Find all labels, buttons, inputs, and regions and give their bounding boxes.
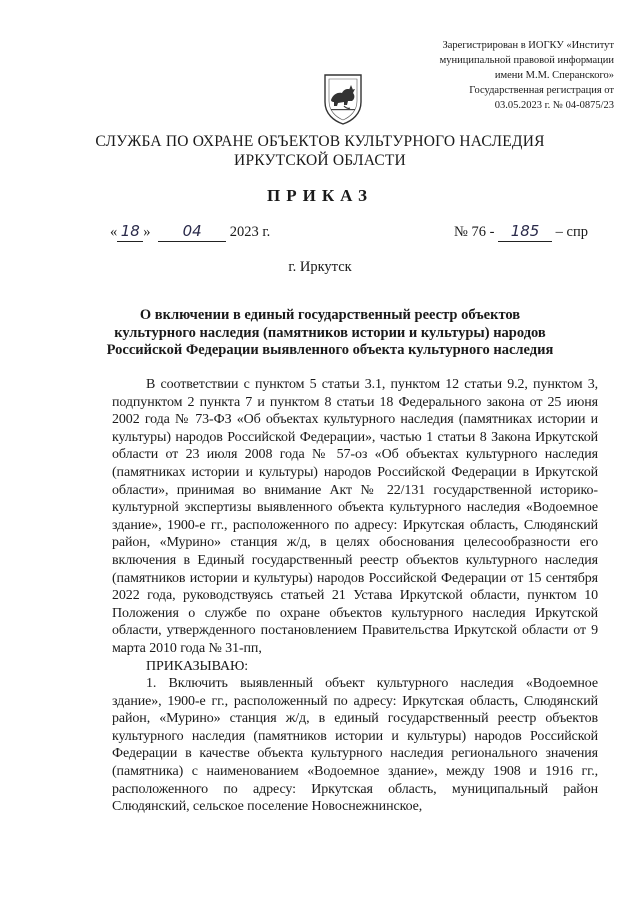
registration-line: Государственная регистрация от: [469, 85, 614, 96]
number-value: 185: [510, 222, 540, 240]
date-close-quote: »: [143, 224, 151, 240]
city: г. Иркутск: [288, 259, 352, 275]
registration-line: 03.05.2023 г. № 04-0875/23: [494, 100, 614, 111]
document-title: ПРИКАЗ: [267, 186, 373, 205]
agency-line-1: СЛУЖБА ПО ОХРАНЕ ОБЪЕКТОВ КУЛЬТУРНОГО НАСЛЕДИЯ: [95, 133, 545, 150]
registration-line: муниципальной правовой информации: [439, 55, 614, 66]
agency-line-2: ИРКУТСКОЙ ОБЛАСТИ: [234, 152, 406, 169]
order-number: [454, 222, 588, 242]
date-day-blank: [117, 222, 143, 242]
registration-line: имени М.М. Сперанского»: [494, 70, 614, 81]
registration-line: Зарегистрирован в ИОГКУ «Институт: [442, 40, 614, 51]
date-month: 04: [182, 222, 202, 240]
document-body: [112, 376, 598, 816]
date-open-quote: «: [110, 224, 118, 240]
irkutsk-coat-of-arms-icon: [322, 72, 364, 126]
registration-stamp: [374, 38, 614, 113]
document-heading: О включении в единый государственный реестр объектов культурного наследия (памятников истории и культуры) народов Российской Федерации выявленного объекта культурного наследия: [106, 307, 554, 358]
order-date: [110, 222, 270, 242]
item-1-paragraph: 1. Включить выявленный объект культурного наследия «Водоемное здание», 1900-е гг., расположенный по адресу: Иркутская область, Слюдянский район, «Мурино» станция ж/д, в единый государственный реестр объектов культурного наследия (памятников истории и культуры) народов Российской Федерации в качестве объекта культурного наследия регионального значения (памятника) с наименованием «Водоемное здание», между 1908 и 1916 гг., расположенного по адресу: Иркутская область, муниципальный район Слюдянский, сельское поселение Новоснежнинское,: [112, 676, 598, 815]
date-year: 2023 г.: [229, 224, 271, 240]
agency-name: [0, 132, 640, 170]
order-word: ПРИКАЗЫВАЮ:: [146, 658, 249, 674]
number-prefix: № 76 -: [454, 224, 495, 240]
number-blank: [498, 222, 552, 242]
number-suffix: – спр: [555, 224, 588, 240]
date-day: 18: [120, 222, 140, 240]
preamble-paragraph: В соответствии с пунктом 5 статьи 3.1, пунктом 12 статьи 9.2, пунктом 3, подпунктом 2 пункта 7 и пунктом 8 статьи 18 Федерального закона от 25 июня 2002 года № 73-ФЗ «Об объектах культурного наследия (памятниках истории и культуры) народов Российской Федерации», частью 1 статьи 8 Закона Иркутской области от 23 июля 2008 года № 57-оз «Об объектах культурного наследия (памятниках истории и культуры) народов Российской Федерации в Иркутской области», принимая во внимание Акт № 22/131 государственной историко-культурной экспертизы выявленного объекта культурного наследия «Водоемное здание», 1900-е гг., расположенного по адресу: Иркутская область, Слюдянский район, «Мурино» станция ж/д, в целях обоснования целесообразности его включения в Единый государственный реестр объектов культурного наследия (памятников истории и культуры) народов Российской Федерации от 15 сентября 2022 года, руководствуясь статьей 21 Устава Иркутской области, пунктом 10 Положения о службе по охране объектов культурного наследия Иркутской области, утвержденного постановлением Правительства Иркутской области от 9 марта 2010 года № 31-пп,: [112, 377, 598, 656]
date-month-blank: [158, 222, 226, 242]
